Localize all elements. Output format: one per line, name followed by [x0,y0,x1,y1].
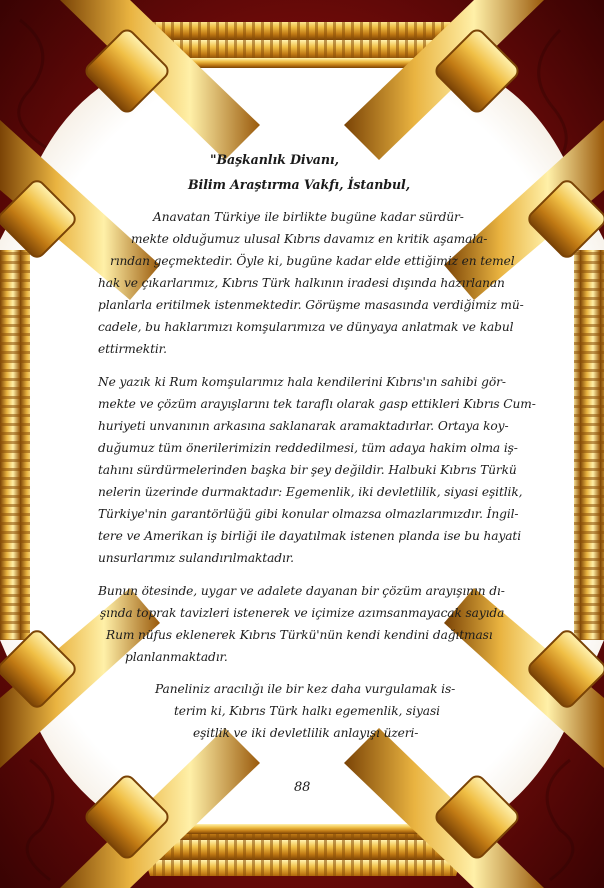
paragraph-1-line-7: ettirmektir. [98,342,167,356]
paragraph-1-line-6: cadele, bu haklarımızı komşularımıza ve dünyaya anlatmak ve kabul [98,320,514,334]
paragraph-3-line-4: planlanmaktadır. [125,650,228,664]
page-number: 88 [294,780,311,795]
paragraph-1-line-4: hak ve çıkarlarımız, Kıbrıs Türk halkının iradesi dışında hazırlanan [98,276,505,290]
salutation-line-1: "Başkanlık Divanı, [210,152,339,167]
paragraph-2-line-8: tere ve Amerikan iş birliği ile dayatılmak istenen planda ise bu hayati [98,529,521,543]
paragraph-3-line-3: Rum nüfus eklenerek Kıbrıs Türkü'nün kendi kendini dağıtması [106,628,493,642]
paragraph-2-line-2: mekte ve çözüm arayışlarını tek taraflı olarak gasp ettikleri Kıbrıs Cum- [98,397,536,411]
paragraph-1-line-2: mekte olduğumuz ulusal Kıbrıs davamız en kritik aşamala- [131,232,488,246]
paragraph-4-line-3: eşitlik ve iki devletlilik anlayışı üzeri- [193,726,419,740]
paragraph-2-line-1: Ne yazık ki Rum komşularımız hala kendilerini Kıbrıs'ın sahibi gör- [98,375,506,389]
paragraph-1-line-3: rından geçmektedir. Öyle ki, bugüne kadar elde ettiğimiz en temel [110,254,515,268]
paragraph-2-line-3: huriyeti unvanının arkasına saklanarak aramaktadırlar. Ortaya koy- [98,419,509,433]
paragraph-3-line-1: Bunun ötesinde, uygar ve adalete dayanan bir çözüm arayışının dı- [98,584,505,598]
paragraph-3-line-2: şında toprak tavizleri istenerek ve içimize azımsanmayacak sayıda [100,606,505,620]
salutation-line-2: Bilim Araştırma Vakfı, İstanbul, [188,177,410,192]
paragraph-4-line-1: Paneliniz aracılığı ile bir kez daha vurgulamak is- [155,682,456,696]
paragraph-2-line-4: duğumuz tüm önerilerimizin reddedilmesi, tüm adaya hakim olma iş- [98,441,518,455]
paragraph-2-line-6: nelerin üzerinde durmaktadır: Egemenlik, iki devletlilik, siyasi eşitlik, [98,485,523,499]
paragraph-2-line-9: unsurlarımız sulandırılmaktadır. [98,551,294,565]
paragraph-2-line-5: tahını sürdürmelerinden başka bir şey değildir. Halbuki Kıbrıs Türkü [98,463,517,477]
paragraph-1-line-5: planlarla eritilmek istenmektedir. Görüşme masasında verdiğimiz mü- [98,298,524,312]
paragraph-4-line-2: terim ki, Kıbrıs Türk halkı egemenlik, siyasi [174,704,440,718]
paragraph-1-line-1: Anavatan Türkiye ile birlikte bugüne kadar sürdür- [153,210,464,224]
paragraph-2-line-7: Türkiye'nin garantörlüğü gibi konular olmazsa olmazlarımızdır. İngil- [98,507,519,521]
